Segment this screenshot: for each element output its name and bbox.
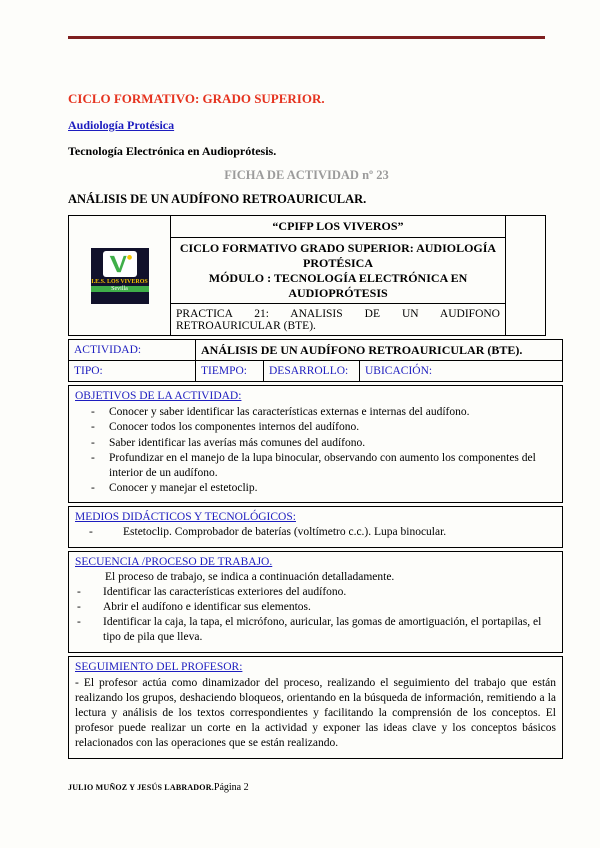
objetivo-text: Conocer y manejar el estetoclip. bbox=[109, 482, 258, 495]
centro-name-cell: “CPIFP LOS VIVEROS” bbox=[171, 216, 506, 238]
secuencia-heading: SECUENCIA /PROCESO DE TRABAJO. bbox=[75, 555, 273, 568]
list-item bbox=[75, 525, 556, 540]
ciclo-line: CICLO FORMATIVO GRADO SUPERIOR: AUDIOLOGÍA PROTÉSICA bbox=[179, 240, 497, 270]
list-item bbox=[75, 436, 556, 451]
header-info-table bbox=[68, 215, 546, 336]
ficha-actividad-label: FICHA DE ACTIVIDAD nº 23 bbox=[224, 168, 389, 182]
logo-cell bbox=[69, 216, 171, 336]
heading-especialidad: Audiología Protésica bbox=[68, 118, 175, 132]
logo-city-band: Sevilla bbox=[91, 286, 149, 292]
objetivo-text: Saber identificar las averías más comunes del audífono. bbox=[109, 436, 366, 449]
tipo-label: TIPO: bbox=[69, 361, 196, 382]
top-rule-divider bbox=[68, 36, 545, 39]
bullet-dash bbox=[91, 451, 109, 481]
seguimiento-paragraph: - El profesor actúa como dinamizador del proceso, realizando el seguimiento del trabajo que están realizando los grupos, deshaciendo bloqueos, orientando en la búsqueda de información, remitiendo a la lectura y análisis de los textos correspondientes y facilitando la comprensión de los conceptos. El profesor puede realizar un corte en la actividad y exponer las ideas clave y los conceptos básicos relacionados con las operaciones que se están realizando. bbox=[75, 676, 556, 750]
objetivos-heading: OBJETIVOS DE LA ACTIVIDAD: bbox=[75, 390, 242, 402]
bullet-dash bbox=[75, 600, 103, 615]
logo-school-name: I.E.S. LOS VIVEROS bbox=[91, 278, 148, 285]
footer-authors: JULIO MUÑOZ Y JESÚS LABRADOR. bbox=[68, 782, 214, 792]
objetivos-list bbox=[75, 405, 556, 496]
heading-modulo: Tecnología Electrónica en Audioprótesis. bbox=[68, 144, 277, 158]
ubicacion-label: UBICACIÓN: bbox=[360, 361, 563, 382]
secuencia-section bbox=[68, 551, 563, 653]
objetivos-section bbox=[68, 385, 563, 503]
school-logo bbox=[91, 248, 149, 304]
list-item bbox=[75, 420, 556, 435]
bullet-dash bbox=[89, 525, 123, 540]
secuencia-text: Identificar las características exteriores del audífono. bbox=[103, 585, 347, 598]
bullet-dash bbox=[91, 436, 109, 451]
heading-ciclo-formativo: CICLO FORMATIVO: GRADO SUPERIOR. bbox=[68, 91, 325, 106]
ciclo-modulo-cell bbox=[171, 238, 506, 304]
footer-page-number: Página 2 bbox=[213, 781, 249, 793]
list-item bbox=[75, 405, 556, 420]
medios-heading: MEDIOS DIDÁCTICOS Y TECNOLÓGICOS: bbox=[75, 511, 296, 524]
objetivo-text: Profundizar en el manejo de la lupa binocular, observando con aumento los componentes del interior de un audífono. bbox=[109, 451, 536, 479]
secuencia-intro: El proceso de trabajo, se indica a continuación detalladamente. bbox=[105, 570, 395, 583]
spacer-cell bbox=[506, 216, 546, 336]
secuencia-text: Abrir el audífono e identificar sus elementos. bbox=[103, 601, 311, 614]
bullet-dash bbox=[75, 615, 103, 645]
actividad-label: ACTIVIDAD: bbox=[69, 340, 196, 361]
bullet-dash bbox=[75, 585, 103, 600]
page-footer bbox=[68, 777, 563, 795]
list-item bbox=[75, 481, 556, 496]
seguimiento-heading: SEGUIMIENTO DEL PROFESOR: bbox=[75, 660, 243, 673]
list-item bbox=[75, 585, 556, 600]
activity-table bbox=[68, 339, 563, 382]
list-item bbox=[75, 615, 556, 645]
objetivo-text: Conocer y saber identificar las características externas e internas del audífono. bbox=[109, 406, 470, 419]
modulo-line: MÓDULO : TECNOLOGÍA ELECTRÓNICA EN AUDIOPRÓTESIS bbox=[208, 270, 468, 300]
logo-v-icon bbox=[105, 253, 135, 275]
actividad-value: ANÁLISIS DE UN AUDÍFONO RETROAURICULAR (BTE). bbox=[196, 340, 563, 361]
tiempo-label: TIEMPO: bbox=[196, 361, 264, 382]
school-logo-emblem bbox=[103, 251, 137, 277]
seguimiento-section bbox=[68, 656, 563, 759]
bullet-dash bbox=[91, 420, 109, 435]
practica-cell: PRACTICA 21: ANALISIS DE UN AUDIFONO RETROAURICULAR (BTE). bbox=[171, 304, 506, 336]
objetivo-text: Conocer todos los componentes internos del audífono. bbox=[109, 421, 360, 434]
secuencia-text: Identificar la caja, la tapa, el micrófono, auricular, las gomas de amortiguación, el portapilas, el tipo de pila que lleva. bbox=[103, 616, 542, 644]
bullet-dash bbox=[91, 481, 109, 496]
medios-section bbox=[68, 506, 563, 547]
page-title: ANÁLISIS DE UN AUDÍFONO RETROAURICULAR. bbox=[68, 192, 367, 206]
list-item bbox=[75, 600, 556, 615]
list-item bbox=[75, 451, 556, 481]
bullet-dash bbox=[91, 405, 109, 420]
medios-text: Estetoclip. Comprobador de baterías (voltímetro c.c.). Lupa binocular. bbox=[123, 526, 447, 539]
desarrollo-label: DESARROLLO: bbox=[264, 361, 360, 382]
